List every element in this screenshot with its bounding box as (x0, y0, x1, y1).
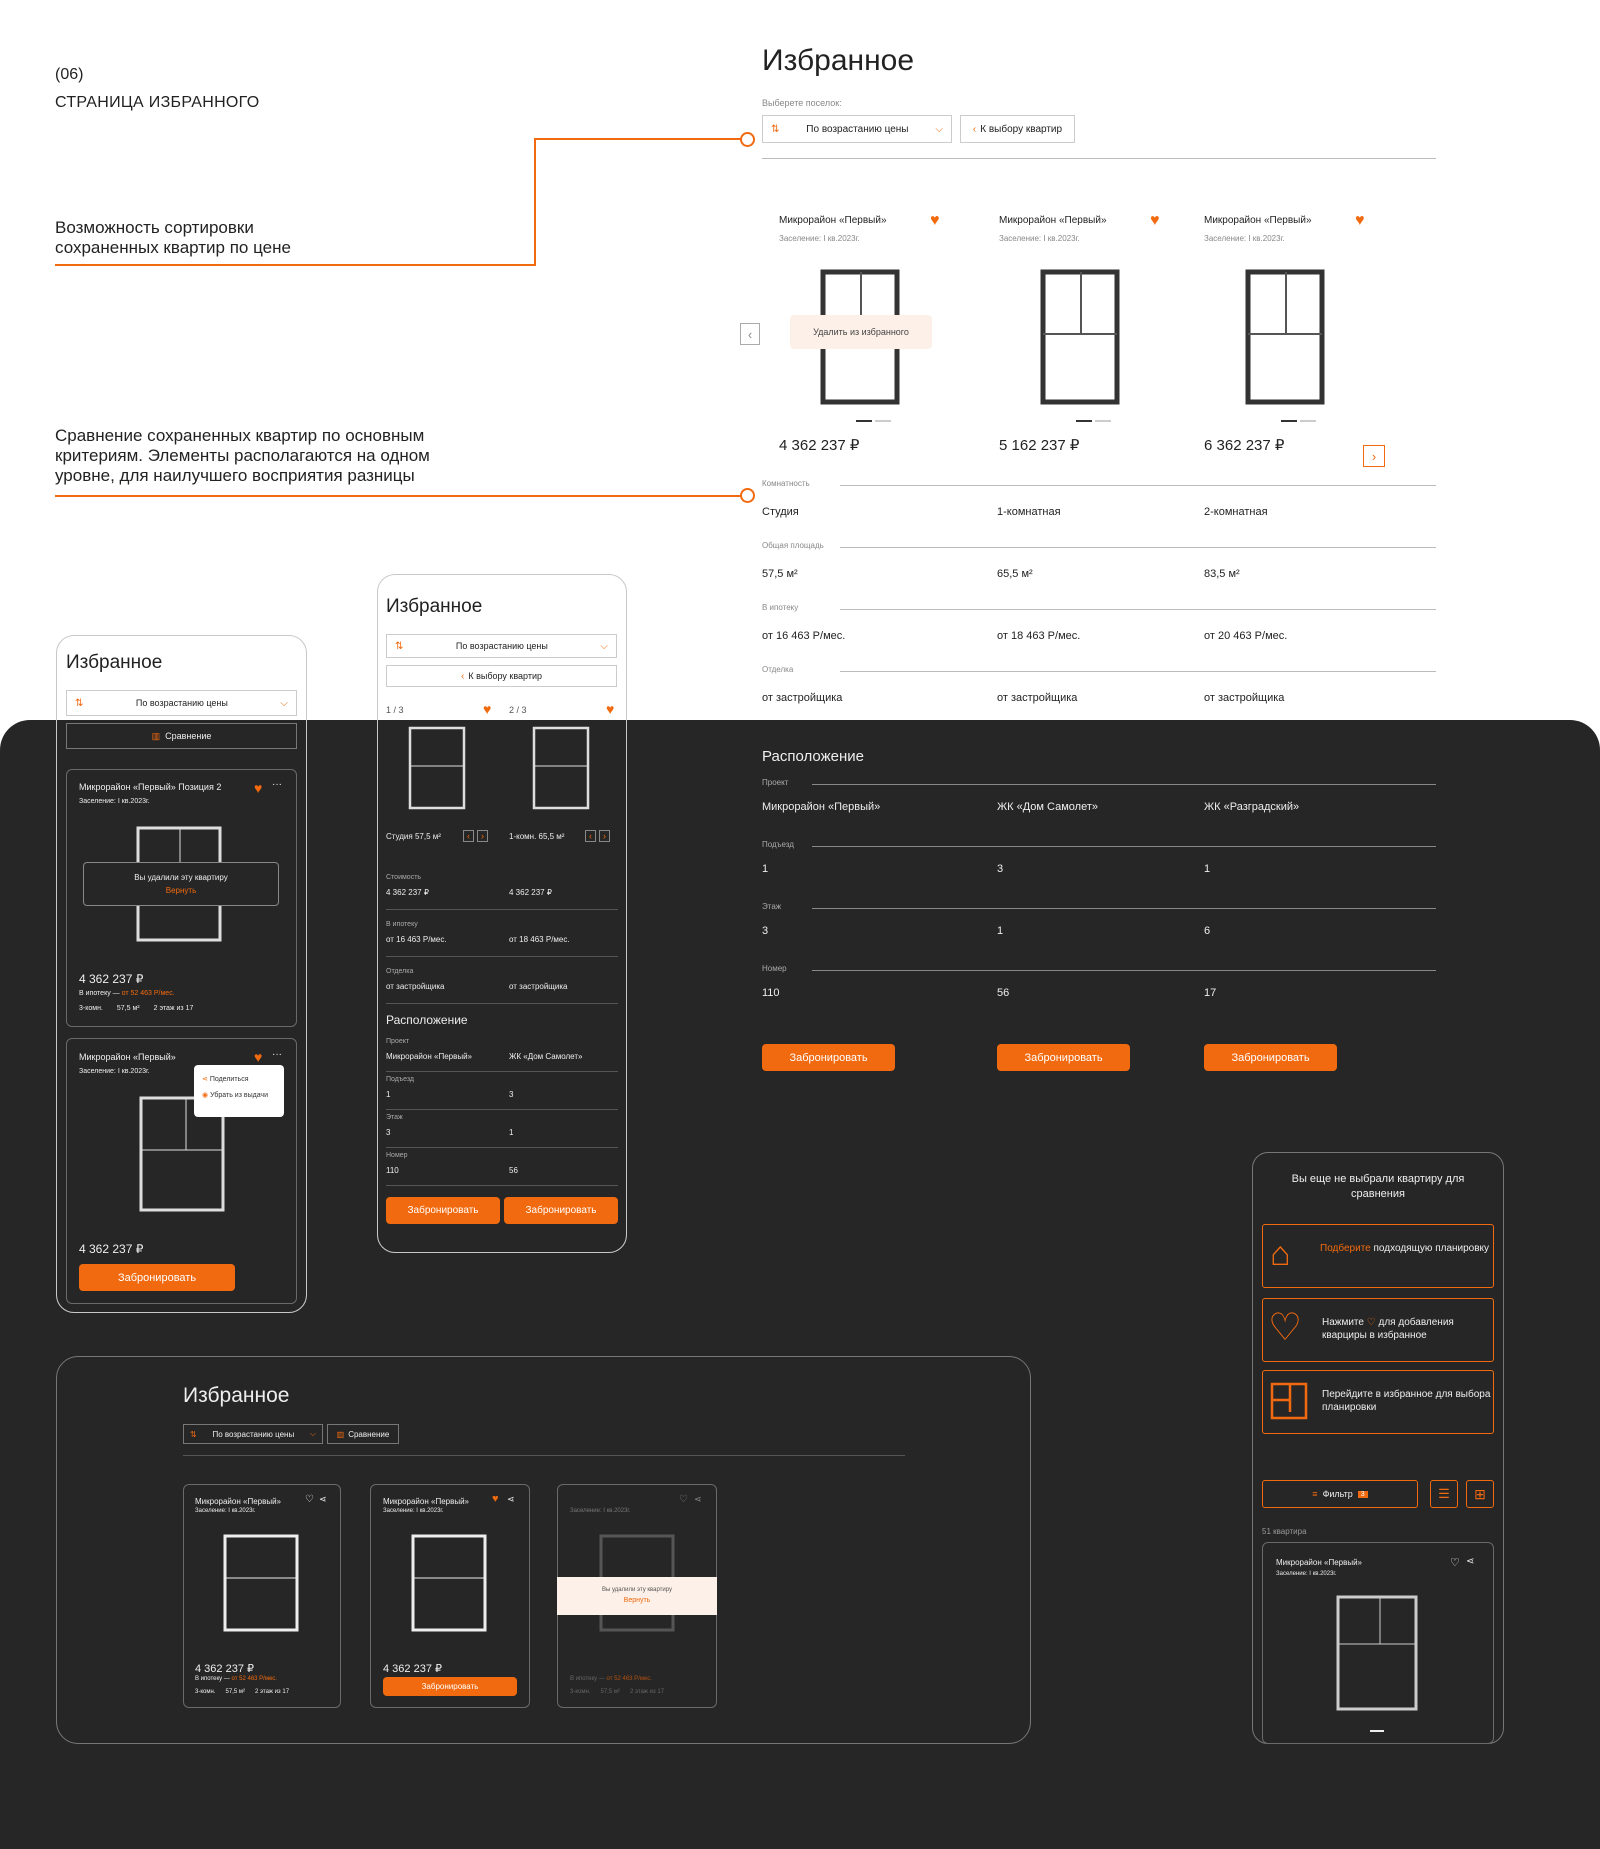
connector-line (55, 495, 745, 497)
card-mortgage: В ипотеку — от 52 463 Р/мес. (570, 1676, 652, 1682)
row-value: 4 362 237 ₽ (386, 888, 429, 897)
slider-dot (856, 420, 872, 422)
card-name: Микрорайон «Первый» Позиция 2 (79, 782, 222, 792)
divider (812, 908, 1436, 909)
connector-line (534, 138, 536, 266)
card-name: Микрорайон «Первый» (1276, 1558, 1363, 1567)
divider (840, 547, 1436, 548)
annotation-compare: Сравнение сохраненных квартир по основным критериям. Элементы располагаются на одном уровне, для наилучшего восприятия разницы (55, 426, 430, 485)
slider-dot (875, 420, 891, 422)
card-specs: 3-комн. 57,5 м² 2 этаж из 17 (79, 1005, 194, 1012)
chevron-left-icon: ‹ (972, 123, 977, 135)
row-value: ЖК «Дом Самолет» (509, 1052, 583, 1061)
card-settle: Заселение: I кв.2023г. (1204, 234, 1285, 243)
compare-button[interactable]: ▥ Сравнение (327, 1424, 399, 1444)
step-card (1262, 1224, 1494, 1288)
heart-outline-icon[interactable]: ♡ (305, 1494, 314, 1505)
step3-text: Перейдите в избранное для выбора планировки (1322, 1389, 1491, 1413)
card-settle: Заселение: I кв.2023г. (383, 1508, 444, 1514)
empty-title: Вы еще не выбрали квартиру для сравнения (1291, 1173, 1465, 1200)
share-menu-item[interactable]: ⋖ Поделиться (202, 1076, 249, 1083)
card-settle: Заселение: I кв.2023г. (779, 234, 860, 243)
divider (386, 1147, 618, 1148)
divider (840, 609, 1436, 610)
row-value: от 16 463 Р/мес. (386, 935, 447, 944)
heart-outline-icon: ♡ (1366, 1317, 1376, 1328)
share-icon[interactable]: ⋖ (694, 1494, 702, 1504)
card-specs: 3-комн. 57,5 м² 2 этаж из 17 (570, 1689, 665, 1695)
row-value: от застройщика (997, 692, 1078, 704)
divider (386, 956, 618, 957)
section-number: (06) (55, 66, 84, 83)
heart-icon[interactable]: ♥ (254, 1049, 263, 1065)
annotation-sort: Возможность сортировки сохраненных квартир по цене (55, 218, 291, 257)
row-value: Студия (762, 506, 799, 518)
heart-icon[interactable]: ♥ (254, 780, 263, 796)
card-name: Микрорайон «Первый» (1204, 215, 1312, 226)
floor-plan (408, 726, 466, 810)
step1-text: Подберите подходящую планировку (1320, 1243, 1490, 1254)
slider-dot (1370, 1730, 1384, 1732)
chevron-down-icon: ⌵ (280, 697, 288, 709)
row-value: 4 362 237 ₽ (509, 888, 552, 897)
heart-outline-icon[interactable]: ♡ (1450, 1557, 1460, 1569)
sort-icon: ⇅ (771, 123, 780, 135)
chevron-down-icon: ⌵ (309, 1429, 316, 1438)
apartment-type: Студия 57,5 м² (386, 832, 441, 841)
tablet-title: Избранное (183, 1384, 290, 1407)
card-settle: Заселение: I кв.2023г. (79, 798, 150, 805)
filter-button[interactable]: ≡ Фильтр 3 (1262, 1480, 1418, 1508)
row-value: 2-комнатная (1204, 506, 1268, 518)
sort-icon: ⇅ (395, 640, 404, 652)
row-value: 3 (997, 863, 1004, 875)
row-label: Номер (762, 964, 787, 973)
apartment-type: 1-комн. 65,5 м² (509, 832, 565, 841)
back-button[interactable]: ‹ К выбору квартир (960, 115, 1075, 143)
row-value: от застройщика (509, 982, 568, 991)
divider (386, 1185, 618, 1186)
row-label: Общая площадь (762, 541, 824, 550)
slide-counter: 2 / 3 (509, 705, 527, 715)
row-value: от 18 463 Р/мес. (997, 630, 1081, 642)
floor-plan (222, 1533, 300, 1633)
share-icon[interactable]: ⋖ (1466, 1556, 1475, 1567)
location-title: Расположение (762, 748, 864, 765)
chevron-down-icon: ⌵ (600, 640, 608, 652)
row-label: Проект (386, 1038, 410, 1045)
apartment-count: 51 квартира (1262, 1527, 1307, 1536)
section-title: СТРАНИЦА ИЗБРАННОГО (55, 94, 260, 111)
row-value: 1 (509, 1128, 514, 1137)
chevron-down-icon: ⌵ (935, 123, 943, 135)
row-value: от застройщика (762, 692, 843, 704)
divider (386, 1003, 618, 1004)
row-value: Микрорайон «Первый» (386, 1052, 473, 1061)
slider-dot (1076, 420, 1092, 422)
slide-counter: 1 / 3 (386, 705, 404, 715)
grid-view-icon[interactable]: ⊞ (1466, 1480, 1494, 1508)
row-value: 3 (762, 925, 769, 937)
slider-dot (1300, 420, 1316, 422)
row-value: 1 (1204, 863, 1211, 875)
remove-tooltip[interactable]: Удалить из избранного (790, 315, 932, 349)
floor-plan (1039, 268, 1121, 406)
heart-icon[interactable]: ♥ (483, 701, 492, 717)
sort-value: По возрастанию цены (806, 123, 909, 135)
restore-link[interactable]: Вернуть (623, 1597, 651, 1604)
row-value: ЖК «Дом Самолет» (997, 801, 1098, 813)
row-label: Этаж (762, 902, 782, 911)
row-label: Проект (762, 778, 789, 787)
card-settle: Заселение: I кв.2023г. (999, 234, 1080, 243)
row-label: Подъезд (386, 1076, 414, 1083)
row-label: Отделка (386, 968, 414, 975)
divider (840, 485, 1436, 486)
sort-select[interactable] (762, 115, 952, 143)
heart-icon[interactable]: ♥ (492, 1493, 499, 1505)
sort-icon: ⇅ (75, 697, 84, 709)
step2-text: Нажмите ♡ для добавления кварциры в избранное (1322, 1317, 1454, 1341)
compare-button[interactable]: ▥ Сравнение (66, 723, 297, 749)
share-icon[interactable]: ⋖ (507, 1494, 515, 1504)
floor-plan (532, 726, 590, 810)
book-button[interactable]: Забронировать (504, 1197, 618, 1224)
book-button[interactable]: Забронировать (386, 1197, 500, 1224)
floor-plan-icon (1270, 1382, 1308, 1420)
mobile-title: Избранное (66, 652, 163, 673)
card-mortgage: В ипотеку — от 52 463 Р/мес. (79, 990, 175, 997)
divider (386, 909, 618, 910)
row-value: 56 (997, 987, 1010, 999)
restore-link[interactable]: Вернуть (165, 886, 197, 895)
card-price: 4 362 237 ₽ (79, 1242, 144, 1256)
row-value: 17 (1204, 987, 1217, 999)
chevron-left-icon: ‹ (461, 670, 465, 682)
row-value: Микрорайон «Первый» (762, 801, 881, 813)
divider (840, 671, 1436, 672)
row-label: В ипотеку (762, 603, 799, 612)
sort-select[interactable]: ⇅ По возрастанию цены ⌵ (66, 690, 297, 716)
filter-count-badge: 3 (1358, 1491, 1368, 1498)
card-specs: 3-комн. 57,5 м² 2 этаж из 17 (195, 1689, 290, 1695)
card-name: Микрорайон «Первый» (999, 215, 1107, 226)
slider-dot (1095, 420, 1111, 422)
card-settle: Заселение: I кв.2023г. (195, 1508, 256, 1514)
settings-sliders-icon[interactable]: ☰ (1430, 1480, 1458, 1508)
row-value: 65,5 м² (997, 568, 1033, 580)
card-name: Микрорайон «Первый» (383, 1497, 470, 1506)
row-label: Номер (386, 1152, 408, 1159)
card-settle: Заселение: I кв.2023г. (570, 1508, 631, 1514)
card-name: Микрорайон «Первый» (79, 1052, 176, 1062)
prev-arrow-button[interactable]: ‹ (740, 323, 760, 345)
location-title: Расположение (386, 1013, 468, 1027)
floor-plan (1244, 268, 1326, 406)
slide-arrows[interactable]: ‹ › (463, 830, 488, 842)
house-icon: ⌂ (1270, 1235, 1291, 1273)
connector-line (534, 138, 745, 140)
back-button[interactable]: ‹ К выбору квартир (386, 665, 617, 687)
card-settle: Заселение: I кв.2023г. (1276, 1571, 1337, 1577)
sort-icon: ⇅ (190, 1429, 197, 1439)
row-label: В ипотеку (386, 921, 418, 928)
chart-icon: ▥ (336, 1429, 345, 1439)
card-price: 4 362 237 ₽ (195, 1663, 254, 1675)
heart-icon[interactable]: ♥ (606, 701, 615, 717)
book-button[interactable]: Забронировать (383, 1677, 517, 1696)
heart-outline-icon[interactable]: ♡ (679, 1494, 688, 1505)
row-value: 1 (997, 925, 1004, 937)
card-mortgage: В ипотеку — от 52 463 Р/мес. (195, 1676, 277, 1682)
row-value: 3 (386, 1128, 391, 1137)
row-value: 110 (386, 1166, 399, 1175)
floor-plan (410, 1533, 488, 1633)
divider (386, 1071, 618, 1072)
row-label: Комнатность (762, 479, 810, 488)
removed-notice: Вы удалили эту квартиру Вернуть (83, 862, 279, 906)
card-settle: Заселение: I кв.2023г. (79, 1068, 150, 1075)
divider (386, 1109, 618, 1110)
page-title: Избранное (762, 44, 915, 77)
card-price: 4 362 237 ₽ (383, 1663, 442, 1675)
connector-dot (740, 488, 755, 503)
mobile-title: Избранное (386, 596, 483, 617)
more-icon[interactable]: ··· (272, 779, 282, 790)
book-button[interactable]: Забронировать (997, 1044, 1130, 1071)
divider (812, 784, 1436, 785)
card-price: 5 162 237 ₽ (999, 437, 1080, 454)
floor-plan (1335, 1594, 1419, 1712)
chart-icon: ▥ (151, 730, 161, 741)
card-name: Микрорайон «Первый» (779, 215, 887, 226)
row-value: 1-комнатная (997, 506, 1061, 518)
row-label: Стоимость (386, 874, 422, 881)
row-value: от 20 463 Р/мес. (1204, 630, 1288, 642)
heart-outline-icon: ♡ (1268, 1307, 1303, 1349)
row-value: 83,5 м² (1204, 568, 1240, 580)
card-price: 4 362 237 ₽ (779, 437, 860, 454)
row-value: 1 (762, 863, 769, 875)
sort-select[interactable]: ⇅ По возрастанию цены ⌵ (183, 1424, 323, 1444)
row-value: 1 (386, 1090, 391, 1099)
book-button[interactable]: Забронировать (79, 1264, 235, 1291)
connector-dot (740, 132, 755, 147)
card-price: 4 362 237 ₽ (79, 972, 144, 986)
removed-notice: Вы удалили эту квартиру Вернуть (557, 1577, 717, 1615)
row-value: от 16 463 Р/мес. (762, 630, 846, 642)
slide-arrows[interactable]: ‹ › (585, 830, 610, 842)
row-value: 3 (509, 1090, 514, 1099)
book-button[interactable]: Забронировать (1204, 1044, 1337, 1071)
row-label: Этаж (386, 1114, 403, 1121)
slider-dot (1281, 420, 1297, 422)
heart-icon[interactable]: ♥ (1355, 212, 1365, 229)
row-value: 110 (762, 987, 780, 999)
filter-label: Выберете поселок: (762, 98, 842, 108)
sort-select[interactable]: ⇅ По возрастанию цены ⌵ (386, 634, 617, 658)
row-value: от 18 463 Р/мес. (509, 935, 570, 944)
connector-line (55, 264, 536, 266)
row-value: от застройщика (1204, 692, 1285, 704)
next-arrow-button[interactable]: › (1363, 445, 1385, 467)
row-value: ЖК «Разградский» (1204, 801, 1300, 813)
hide-menu-item[interactable]: ◉ Убрать из выдачи (202, 1092, 268, 1099)
row-label: Подъезд (762, 840, 794, 849)
row-label: Отделка (762, 665, 794, 674)
row-value: 56 (509, 1166, 518, 1175)
row-value: 6 (1204, 925, 1211, 937)
heart-icon[interactable]: ♥ (930, 212, 940, 229)
divider (183, 1455, 905, 1456)
share-icon[interactable]: ⋖ (319, 1494, 327, 1504)
book-button[interactable]: Забронировать (762, 1044, 895, 1071)
row-value: от застройщика (386, 982, 445, 991)
filter-icon: ≡ (1312, 1489, 1318, 1499)
card-price: 6 362 237 ₽ (1204, 437, 1285, 454)
more-icon[interactable]: ··· (272, 1049, 282, 1060)
card-name: Микрорайон «Первый» (195, 1497, 282, 1506)
divider (762, 158, 1436, 159)
divider (812, 970, 1436, 971)
card-menu (194, 1065, 284, 1117)
divider (812, 846, 1436, 847)
row-value: 57,5 м² (762, 568, 798, 580)
heart-icon[interactable]: ♥ (1150, 212, 1160, 229)
